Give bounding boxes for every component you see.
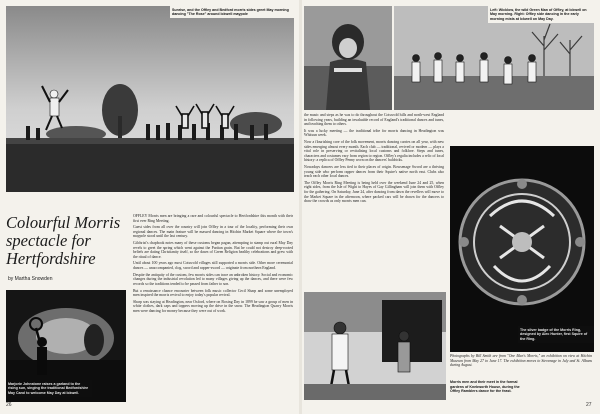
article-title: Colourful Morris spectacle for Hertfordshire	[6, 213, 121, 268]
caption-top-right: Left: Wicklow, the wild Green Man of Offley, at Ickwell on May morning. Right: Offley side dancing in the early morning mists at Ickwell on May Day.	[488, 6, 596, 23]
body-column-2	[304, 113, 444, 291]
body-paragraph: Guest sides from all over the country will join Offley in a tour of the locality, performing their own regional dances. The main feature will be massed dancing in Hitchin Market Square where the town's maypole stood until the last century.	[133, 225, 293, 239]
photo-morris-ring-badge	[450, 146, 594, 352]
page-gutter	[299, 0, 302, 414]
body-paragraph: OFFLEY Morris men are bringing a rare and colourful spectacle to Hertfordshire this month with their first ever Ring Meeting.	[133, 214, 293, 223]
page-number-left: 26	[6, 402, 12, 408]
caption-badge: The silver badge of the Morris Ring, designed by Alec Hunter, first Squire of the Ring.	[518, 326, 594, 343]
page-number-right: 27	[586, 402, 592, 408]
body-paragraph: Until about 100 years ago most Cotswold villages still supported a morris side. Other more ceremonial dances — unaccompanied, clog, sword and rapper-sword — originate from northern England.	[133, 261, 293, 271]
caption-bottom-left: Marjorie Johnstone raises a garland to the rising sun, singing the traditional Bedfordshire May Carol to welcome May Day at Ickwell.	[6, 380, 92, 397]
body-paragraph: The Offley Morris Ring Meeting is being held over the weekend June 24 and 25, when eight sides, from the Isle of Wight to Hayes of Gay Gillingham will join them with Offley for the gathering. On Saturday, June 24, after dancing from dawn the revellers will move to the Market Square in the afternoon, where packed cars will be drawn for the dancers to draw the crowds as only morris men can.	[304, 180, 444, 204]
body-paragraph: the music and steps as he was to do throughout the Cotswold hills and north-west England in following years, building an invaluable record of England's traditional dances and tunes, and teaching them to others.	[304, 113, 444, 127]
photo-knebworth-dancers	[304, 292, 446, 400]
photo-credits: Photographs by Bill Smith are from "One Man's Morris," an exhibition on view at Hitchin Museum from May 27 to June 17. The exhibition moves to Stevenage in July and St. Albans during August.	[450, 354, 592, 368]
caption-top-left: Sunrise, and the Offley and Bedford morris sides greet May morning dancing "The Rose" around Ickwell maypole	[170, 6, 294, 18]
body-paragraph: Gilchrist's chapbook notes many of these customs began pagan, attempting to stamp out rural May Day revels to greet the spring which went against the Puritan grain. But he could not destroy deep-rooted beliefs are dating Christianity itself, so the dawn of Green Religion healthy celebrations and grew with the ritual of dance.	[133, 241, 293, 259]
body-paragraph: Sharp was staying at Headington, near Oxford, where on Boxing Day in 1899 he saw a group of men in white clothes, dark caps and toppers moving up the drive in the snow. The Headington Quarry Morris men were dancing for money because they were out of work.	[133, 299, 293, 313]
body-paragraph: Now a flourishing core of the folk movement, morris dancing carries on all year, with new sides emerging almost every month. Each club — traditional, revived or modern — plays a vital role in preserving or revitalising local customs and folklore. Steps and tunes, characters and costumes vary from region to region. Offley's regalia includes a relic of local history: a replica of Offley Penny worn on the dancers' baldricks.	[304, 140, 444, 163]
body-column-1	[133, 214, 293, 402]
body-paragraph: Despite the antiquity of the custom, few morris sides can trace an unbroken history. Social and economic changes during the industrial revolution led to many villages giving up the dances, and there were few records so the traditions tended to be passed from father to son.	[133, 272, 293, 286]
caption-bottom-right: Morris men and their meet in the formal gardens of Knebworth House, during the Offley Ramblers dance for the feast.	[450, 380, 530, 394]
photo-green-man	[304, 6, 392, 110]
photo-sunrise-dancers	[6, 6, 294, 192]
article-byline: by Martha Snowden	[8, 276, 53, 282]
body-paragraph: Nowadays dancers are less tied to their places of origin. Bowsenage Sword are a thriving young side who perform rapper dances from their Squire's native north east. Clubs also teach each other local dances.	[304, 165, 444, 179]
body-paragraph: But a renaissance chance encounter between folk music collector Cecil Sharp and some unemployed men inspired the morris revival to enjoy today's popular revival.	[133, 288, 293, 298]
body-paragraph: It was a lucky meeting — the traditional tribe for morris dancing in Headington was Whitsun week.	[304, 128, 444, 138]
